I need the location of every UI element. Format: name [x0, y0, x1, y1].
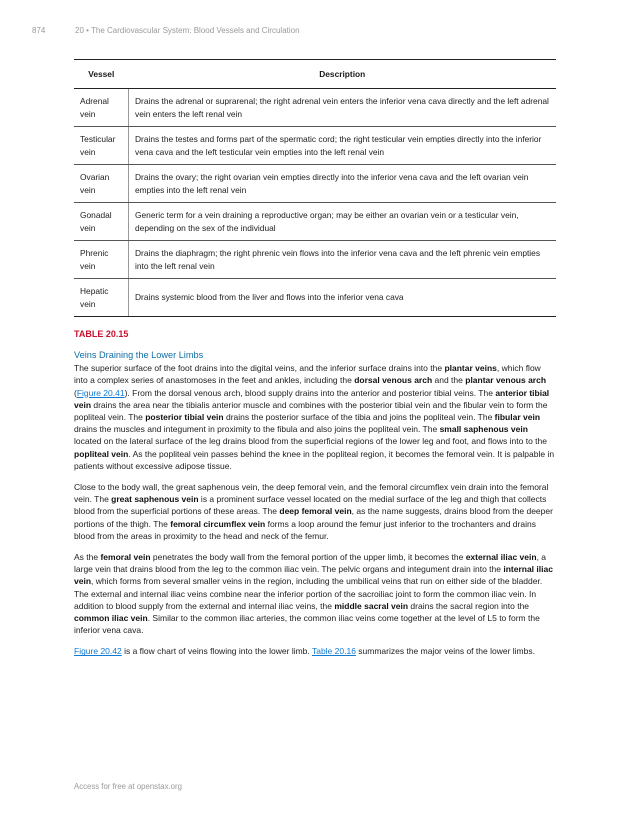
text-run: . Similar to the common iliac arteries, the common iliac veins come together at the level of L5 to form the inferior vena cava.	[74, 613, 540, 636]
key-term: deep femoral vein	[279, 506, 352, 517]
paragraph-2	[74, 481, 556, 542]
key-term: anterior tibial vein	[74, 387, 550, 410]
text-run: penetrates the body wall from the femoral portion of the upper limb, it becomes the	[150, 552, 466, 563]
page-footer: Access for free at openstax.org	[74, 782, 182, 791]
paragraph-1	[74, 362, 556, 472]
table-row	[74, 203, 556, 241]
text-run: summarizes the major veins of the lower limbs.	[355, 646, 535, 657]
key-term: middle sacral vein	[334, 600, 409, 611]
paragraph-4	[74, 645, 556, 657]
description-cell: Drains the diaphragm; the right phrenic vein flows into the inferior vena cava and the left phrenic vein empties into the left renal vein	[129, 241, 557, 279]
table-caption: TABLE 20.15	[74, 329, 129, 339]
text-run: located on the lateral surface of the leg drains blood from the superficial regions of the lower leg and foot, and flows into to the	[74, 436, 547, 447]
text-run: , as the name suggests, drains blood from the deeper portions of the thigh. The	[74, 506, 553, 529]
column-header-description: Description	[129, 60, 557, 89]
vessel-cell: Adrenal vein	[74, 89, 129, 127]
text-run: drains the sacral region into the	[408, 600, 530, 611]
vessel-cell: Testicular vein	[74, 127, 129, 165]
key-term: dorsal venous arch	[354, 375, 433, 386]
description-cell: Drains systemic blood from the liver and flows into the inferior vena cava	[129, 279, 557, 317]
key-term: small saphenous vein	[439, 424, 528, 435]
key-term: femoral circumflex vein	[170, 518, 266, 529]
text-run: . As the popliteal vein passes behind the knee in the popliteal region, it becomes the femoral vein. It is palpable in patients without excessive adipose tissue.	[74, 448, 555, 471]
vessel-cell: Hepatic vein	[74, 279, 129, 317]
description-cell: Drains the testes and forms part of the spermatic cord; the right testicular vein empties directly into the inferior vena cava and the left testicular vein empties into the left renal vein	[129, 127, 557, 165]
description-cell: Drains the ovary; the right ovarian vein empties directly into the inferior vena cava and the left ovarian vein empties into the left renal vein	[129, 165, 557, 203]
text-run: and the	[432, 375, 466, 386]
chapter-title: 20 • The Cardiovascular System: Blood Vessels and Circulation	[75, 26, 300, 35]
section-title: Veins Draining the Lower Limbs	[74, 350, 204, 360]
key-term: femoral vein	[100, 552, 151, 563]
text-run: ). From the dorsal venous arch, blood supply drains into the anterior and posterior tibial veins. The	[124, 387, 496, 398]
text-run: As the	[74, 552, 101, 563]
text-run: (	[74, 387, 77, 398]
text-run: , which flow into a complex series of anastomoses in the feet and ankles, including the	[74, 363, 541, 386]
key-term: external iliac vein	[465, 552, 537, 563]
vessel-cell: Phrenic vein	[74, 241, 129, 279]
text-run: drains the posterior surface of the tibia and joins the popliteal vein. The	[223, 412, 495, 423]
table-row	[74, 127, 556, 165]
key-term: great saphenous vein	[111, 494, 199, 505]
key-term: fibular vein	[494, 412, 541, 423]
table-row	[74, 89, 556, 127]
table-row	[74, 165, 556, 203]
text-run: is a flow chart of veins flowing into the lower limb.	[121, 646, 312, 657]
veins-table	[74, 59, 556, 317]
text-run: is a prominent surface vessel located on the medial surface of the leg and thigh that collects blood from the superficial portions of these areas. The	[74, 494, 547, 517]
table-header-row	[74, 60, 556, 89]
text-run: , which forms from several smaller veins in the region, including the umbilical veins that run on either side of the bladder. The external and internal iliac veins combine near the inferior portion of the sacroiliac joint to form the common iliac vein. In addition to blood supply from the external and internal iliac veins, the	[74, 576, 543, 611]
table-link[interactable]: Table 20.16	[311, 646, 356, 657]
running-header	[32, 26, 598, 35]
key-term: plantar veins	[444, 363, 497, 374]
key-term: posterior tibial vein	[145, 412, 224, 423]
text-run: Close to the body wall, the great saphenous vein, the deep femoral vein, and the femoral circumflex vein drain into the femoral vein. The	[74, 482, 549, 505]
text-run: drains the area near the tibialis anterior muscle and combines with the posterior tibial vein and the fibular vein to form the popliteal vein. The	[74, 399, 548, 423]
key-term: popliteal vein	[74, 448, 129, 459]
paragraph-3	[74, 551, 556, 636]
figure-link[interactable]: Figure 20.41	[76, 387, 125, 398]
description-cell: Drains the adrenal or suprarenal; the right adrenal vein enters the inferior vena cava directly and the left adrenal vein enters the left renal vein	[129, 89, 557, 127]
text-run: , a large vein that drains blood from the leg to the common iliac vein. The pelvic organs and integument drain into the	[74, 552, 547, 575]
table-row	[74, 241, 556, 279]
vessel-cell: Ovarian vein	[74, 165, 129, 203]
key-term: plantar venous arch	[465, 375, 547, 386]
figure-link[interactable]: Figure 20.42	[74, 646, 122, 657]
text-run: drains the muscles and integument in proximity to the fibula and also joins the popliteal vein. The	[74, 424, 440, 435]
key-term: common iliac vein	[74, 613, 148, 624]
column-header-vessel: Vessel	[74, 60, 129, 89]
page-number: 874	[32, 26, 46, 35]
vessel-cell: Gonadal vein	[74, 203, 129, 241]
key-term: internal iliac vein	[74, 564, 553, 587]
text-run: The superior surface of the foot drains into the digital veins, and the inferior surface drains into the	[74, 363, 445, 374]
section-body	[74, 349, 556, 667]
text-run: forms a loop around the femur just inferior to the trochanters and drains blood from the areas in proximity to the head and neck of the femur.	[74, 518, 536, 541]
table-row	[74, 279, 556, 317]
description-cell: Generic term for a vein draining a reproductive organ; may be either an ovarian vein or a testicular vein, depending on the sex of the individual	[129, 203, 557, 241]
